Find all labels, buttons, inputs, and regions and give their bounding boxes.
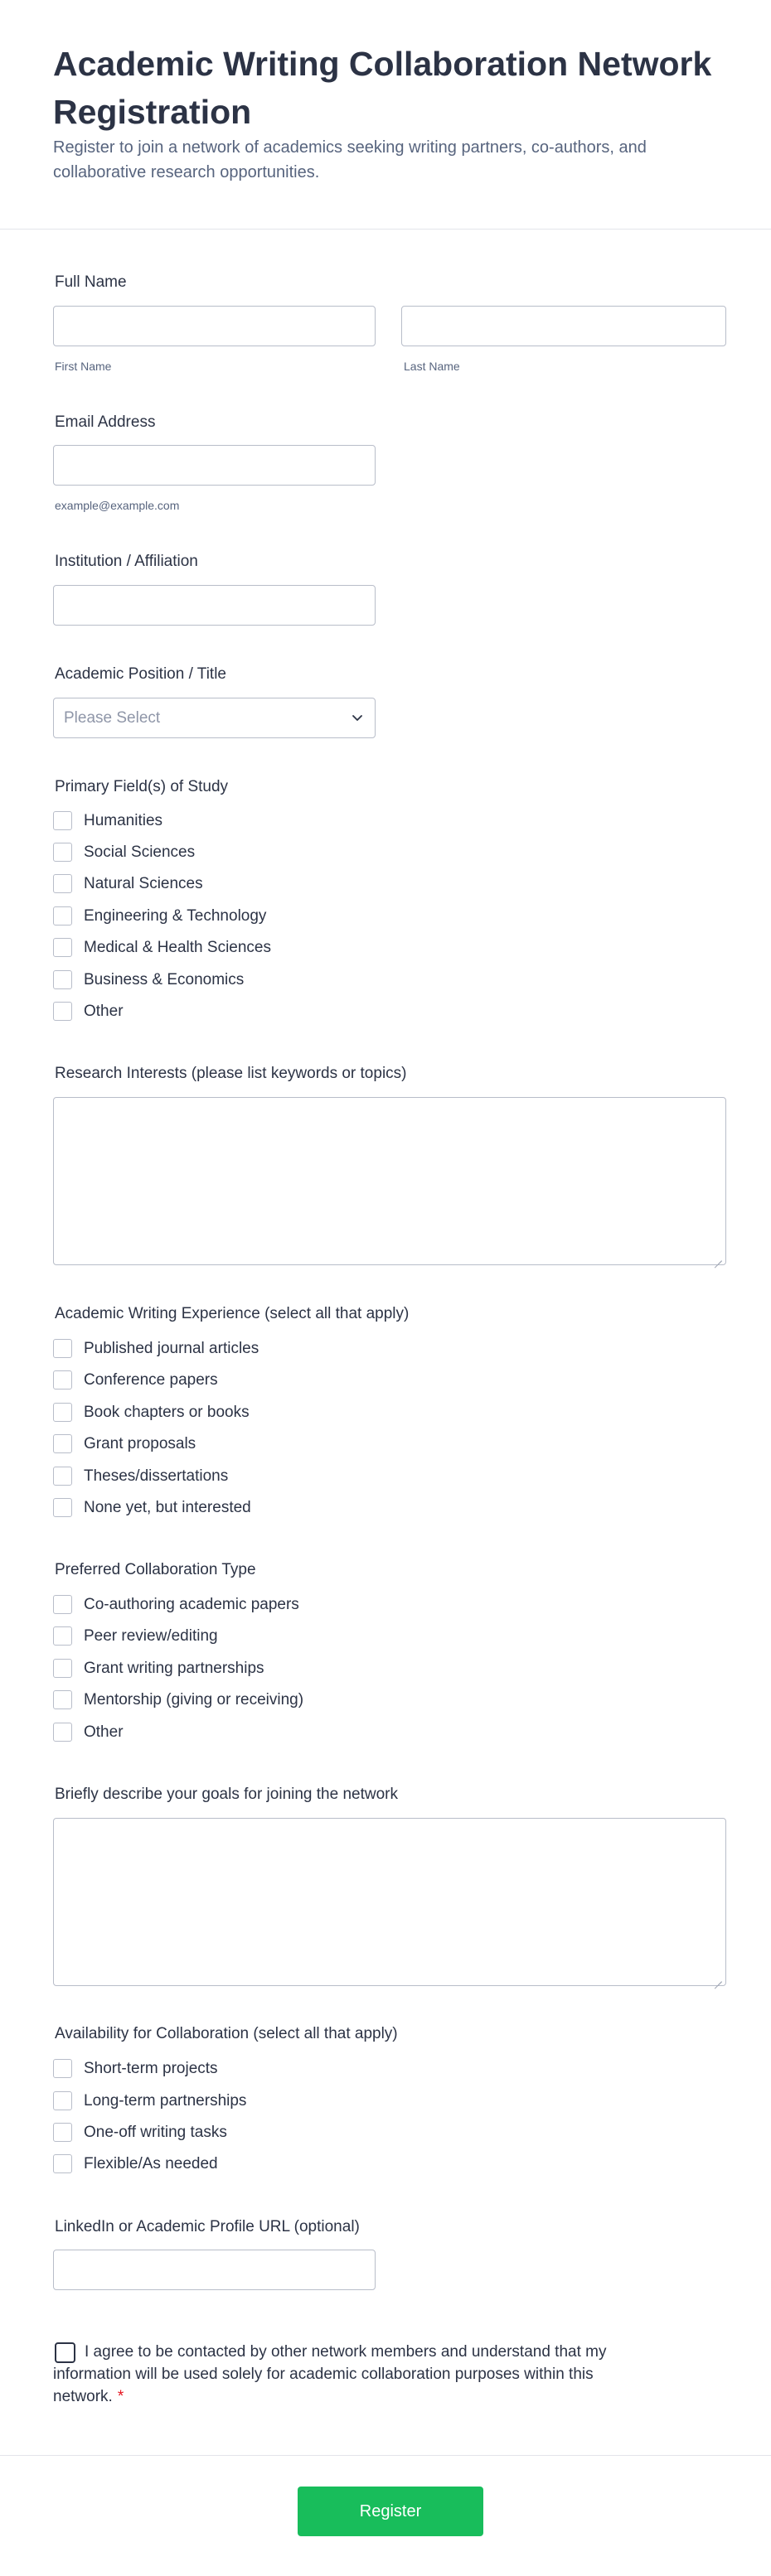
profile-url-label: LinkedIn or Academic Profile URL (optional): [55, 2218, 360, 2235]
resize-handle-icon[interactable]: [714, 1974, 722, 1982]
position-label: Academic Position / Title: [55, 665, 226, 683]
collaboration-type-label: Preferred Collaboration Type: [55, 1561, 256, 1578]
checkbox[interactable]: [53, 843, 72, 862]
checkbox-option[interactable]: [53, 1368, 468, 1391]
chevron-down-icon: [350, 710, 365, 725]
consent-text: I agree to be contacted by other network members and understand that my information will be used solely for academic collaboration purposes within this network.: [53, 2343, 607, 2405]
checkbox[interactable]: [53, 1626, 72, 1646]
checkbox[interactable]: [53, 1434, 72, 1453]
footer-divider: [0, 2455, 771, 2456]
checkbox-option[interactable]: [53, 1592, 468, 1616]
checkbox-label: Theses/dissertations: [84, 1467, 229, 1485]
checkbox-option[interactable]: [53, 2152, 468, 2175]
checkbox-option[interactable]: [53, 1336, 468, 1360]
checkbox[interactable]: [53, 2154, 72, 2173]
checkbox[interactable]: [53, 2059, 72, 2078]
last-name-sublabel: Last Name: [404, 360, 460, 373]
checkbox[interactable]: [53, 1595, 72, 1614]
checkbox-label: Conference papers: [84, 1371, 218, 1389]
checkbox-label: Long-term partnerships: [84, 2092, 247, 2110]
checkbox-label: Short-term projects: [84, 2060, 218, 2077]
checkbox[interactable]: [53, 906, 72, 926]
checkbox-label: Grant proposals: [84, 1435, 196, 1452]
checkbox-label: One-off writing tasks: [84, 2124, 227, 2141]
checkbox-option[interactable]: [53, 840, 468, 863]
checkbox-label: Peer review/editing: [84, 1627, 218, 1645]
register-button[interactable]: Register: [298, 2487, 483, 2536]
checkbox-label: Flexible/As needed: [84, 2155, 218, 2172]
checkbox-option[interactable]: [53, 935, 468, 959]
checkbox-option[interactable]: [53, 1496, 468, 1519]
checkbox-option[interactable]: [53, 2089, 468, 2112]
checkbox[interactable]: [53, 1690, 72, 1709]
checkbox-label: Other: [84, 1003, 124, 1020]
email-sublabel: example@example.com: [55, 499, 180, 512]
checkbox-option[interactable]: [53, 1688, 468, 1711]
institution-label: Institution / Affiliation: [55, 553, 198, 570]
email-input[interactable]: [53, 445, 376, 486]
checkbox-option[interactable]: [53, 1464, 468, 1487]
page-title: Academic Writing Collaboration Network Registration: [53, 45, 712, 131]
page-subtitle: Register to join a network of academics seeking writing partners, co-authors, and collaborative research opportunities.: [53, 138, 647, 181]
checkbox[interactable]: [53, 938, 72, 957]
fields-of-study-label: Primary Field(s) of Study: [55, 778, 229, 795]
last-name-input[interactable]: [401, 306, 726, 346]
checkbox-option[interactable]: [53, 1400, 468, 1423]
checkbox-option[interactable]: [53, 872, 468, 895]
checkbox-label: None yet, but interested: [84, 1499, 251, 1516]
research-interests-label: Research Interests (please list keywords or topics): [55, 1065, 407, 1082]
position-select[interactable]: [53, 698, 376, 738]
checkbox-label: Business & Economics: [84, 971, 245, 988]
checkbox[interactable]: [53, 1659, 72, 1678]
consent-text-block: [53, 2341, 667, 2408]
checkbox[interactable]: [53, 2091, 72, 2110]
checkbox[interactable]: [53, 970, 72, 989]
resize-handle-icon[interactable]: [714, 1253, 722, 1261]
checkbox-label: Mentorship (giving or receiving): [84, 1691, 304, 1708]
checkbox-option[interactable]: [53, 1624, 468, 1647]
checkbox-label: Natural Sciences: [84, 875, 203, 892]
checkbox-label: Other: [84, 1723, 124, 1741]
research-interests-textarea[interactable]: [53, 1097, 726, 1265]
checkbox-option[interactable]: [53, 1656, 468, 1679]
checkbox-option[interactable]: [53, 999, 468, 1022]
checkbox[interactable]: [53, 1723, 72, 1742]
checkbox-label: Grant writing partnerships: [84, 1660, 264, 1677]
first-name-input[interactable]: [53, 306, 376, 346]
required-marker: *: [117, 2388, 124, 2405]
form-header: [0, 0, 771, 230]
checkbox-label: Medical & Health Sciences: [84, 939, 271, 956]
writing-experience-label: Academic Writing Experience (select all that apply): [55, 1305, 410, 1322]
first-name-sublabel: First Name: [55, 360, 112, 373]
checkbox[interactable]: [53, 1467, 72, 1486]
checkbox-label: Humanities: [84, 812, 163, 829]
goals-label: Briefly describe your goals for joining the network: [55, 1786, 398, 1803]
checkbox-option[interactable]: [53, 2056, 468, 2080]
checkbox[interactable]: [53, 1498, 72, 1517]
availability-label: Availability for Collaboration (select all that apply): [55, 2025, 398, 2042]
checkbox[interactable]: [53, 811, 72, 830]
position-select-value: Please Select: [64, 709, 161, 727]
checkbox-label: Co-authoring academic papers: [84, 1596, 299, 1613]
checkbox-option[interactable]: [53, 1432, 468, 1455]
checkbox-label: Book chapters or books: [84, 1404, 250, 1421]
checkbox-label: Engineering & Technology: [84, 907, 267, 925]
checkbox[interactable]: [53, 874, 72, 893]
goals-textarea[interactable]: [53, 1818, 726, 1986]
full-name-label: Full Name: [55, 273, 127, 291]
checkbox[interactable]: [53, 1339, 72, 1358]
profile-url-input[interactable]: [53, 2250, 376, 2290]
checkbox-option[interactable]: [53, 809, 468, 832]
checkbox-option[interactable]: [53, 904, 468, 927]
checkbox-label: Published journal articles: [84, 1340, 259, 1357]
checkbox[interactable]: [53, 2123, 72, 2142]
email-label: Email Address: [55, 413, 156, 431]
checkbox-label: Social Sciences: [84, 843, 196, 861]
checkbox-option[interactable]: [53, 1720, 468, 1743]
checkbox[interactable]: [53, 1002, 72, 1021]
checkbox-option[interactable]: [53, 2120, 468, 2143]
consent-checkbox[interactable]: [55, 2342, 75, 2363]
checkbox-option[interactable]: [53, 968, 468, 991]
consent-field[interactable]: [53, 2341, 667, 2408]
institution-input[interactable]: [53, 585, 376, 626]
checkbox[interactable]: [53, 1403, 72, 1422]
checkbox[interactable]: [53, 1370, 72, 1389]
